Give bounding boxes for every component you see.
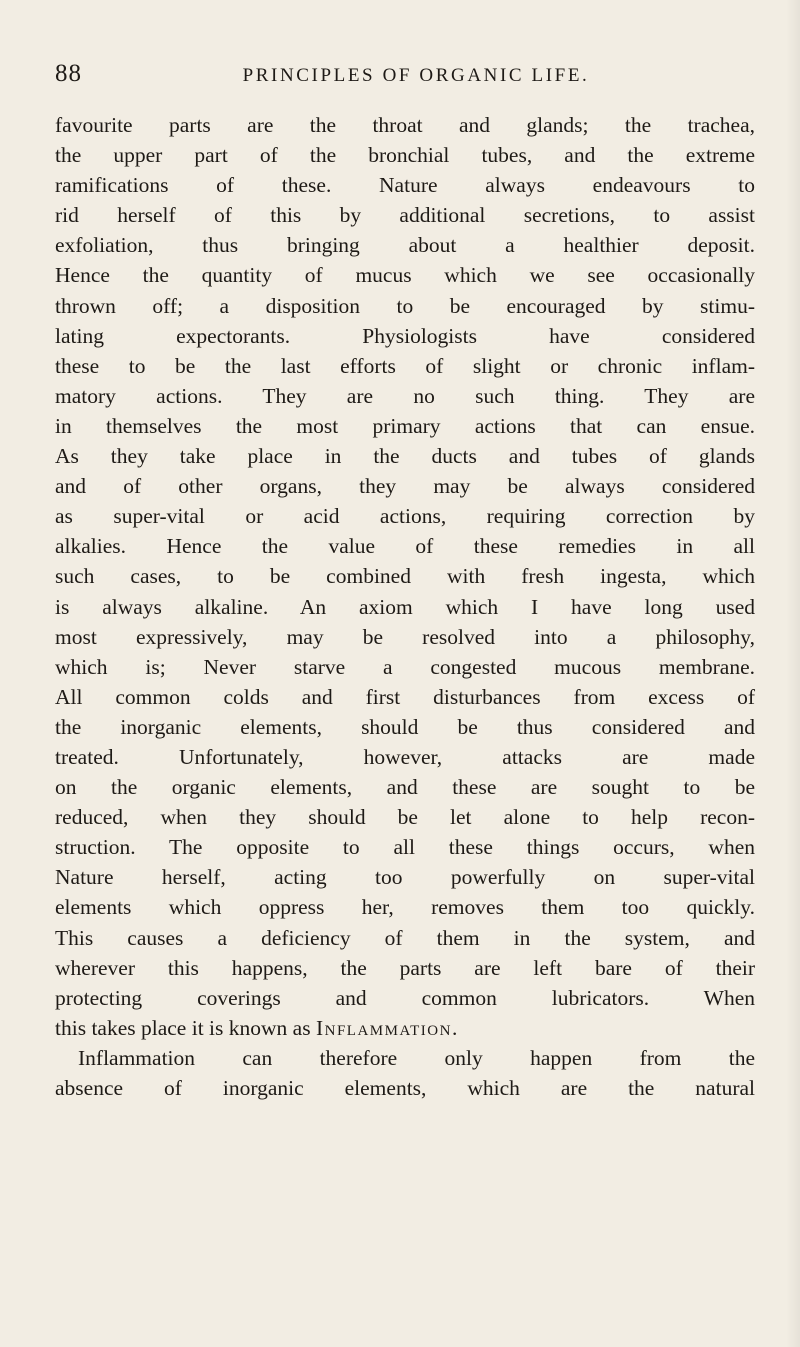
text-line: most expressively, may be resolved into a philosophy, bbox=[55, 624, 755, 649]
text-line: Nature herself, acting too powerfully on super-vital bbox=[55, 865, 755, 890]
text-line: matory actions. They are no such thing. They are bbox=[55, 383, 755, 408]
page-header bbox=[55, 60, 755, 94]
text-line: which is; Never starve a congested mucous membrane. bbox=[55, 654, 755, 679]
text-line: ramifications of these. Nature always endeavours to bbox=[55, 173, 755, 198]
text-line: these to be the last efforts of slight or chronic inflam- bbox=[55, 353, 755, 378]
text-line: treated. Unfortunately, however, attacks are made bbox=[55, 744, 755, 769]
text-line-paragraph-start: Inflammation can therefore only happen from the bbox=[78, 1045, 755, 1070]
text-line: absence of inorganic elements, which are the natural bbox=[55, 1076, 755, 1100]
text-line: such cases, to be combined with fresh ingesta, which bbox=[55, 564, 755, 589]
inflammation-term: Inflammation. bbox=[315, 1015, 459, 1040]
text-line: protecting coverings and common lubricators. When bbox=[55, 985, 755, 1010]
text-line: favourite parts are the throat and glands; the trachea, bbox=[55, 113, 755, 137]
text-line: As they take place in the ducts and tubes of glands bbox=[55, 444, 755, 469]
text-line: as super-vital or acid actions, requiring correction by bbox=[55, 504, 755, 529]
page-edge-shadow bbox=[786, 0, 800, 1347]
text-line: reduced, when they should be let alone to help recon- bbox=[55, 805, 755, 830]
body-text bbox=[55, 110, 755, 1103]
text-line: This causes a deficiency of them in the system, and bbox=[55, 925, 755, 950]
text-line: and of other organs, they may be always considered bbox=[55, 474, 755, 499]
text-line: All common colds and first disturbances from excess of bbox=[55, 684, 755, 709]
text-line: thrown off; a disposition to be encouraged by stimu- bbox=[55, 293, 755, 318]
text-line: wherever this happens, the parts are left bare of their bbox=[55, 955, 755, 980]
text-line: on the organic elements, and these are sought to be bbox=[55, 775, 755, 800]
text-line: in themselves the most primary actions that can ensue. bbox=[55, 413, 755, 438]
page-number: 88 bbox=[55, 60, 82, 87]
text-line: rid herself of this by additional secretions, to assist bbox=[55, 203, 755, 228]
text-line: exfoliation, thus bringing about a healthier deposit. bbox=[55, 233, 755, 258]
text-line: alkalies. Hence the value of these remedies in all bbox=[55, 534, 755, 559]
text-line: the upper part of the bronchial tubes, and the extreme bbox=[55, 143, 755, 168]
text-line: struction. The opposite to all these things occurs, when bbox=[55, 835, 755, 860]
running-title: PRINCIPLES OF ORGANIC LIFE. bbox=[242, 65, 590, 86]
text-line: elements which oppress her, removes them too quickly. bbox=[55, 895, 755, 920]
text-line: Hence the quantity of mucus which we see occasionally bbox=[55, 263, 755, 288]
text-line: lating expectorants. Physiologists have considered bbox=[55, 323, 755, 348]
text-line: the inorganic elements, should be thus considered and bbox=[55, 714, 755, 739]
text-line-paragraph-end bbox=[55, 1013, 755, 1043]
text-line-start: this takes place it is known as bbox=[55, 1015, 316, 1040]
text-line: is always alkaline. An axiom which I have long used bbox=[55, 594, 755, 619]
